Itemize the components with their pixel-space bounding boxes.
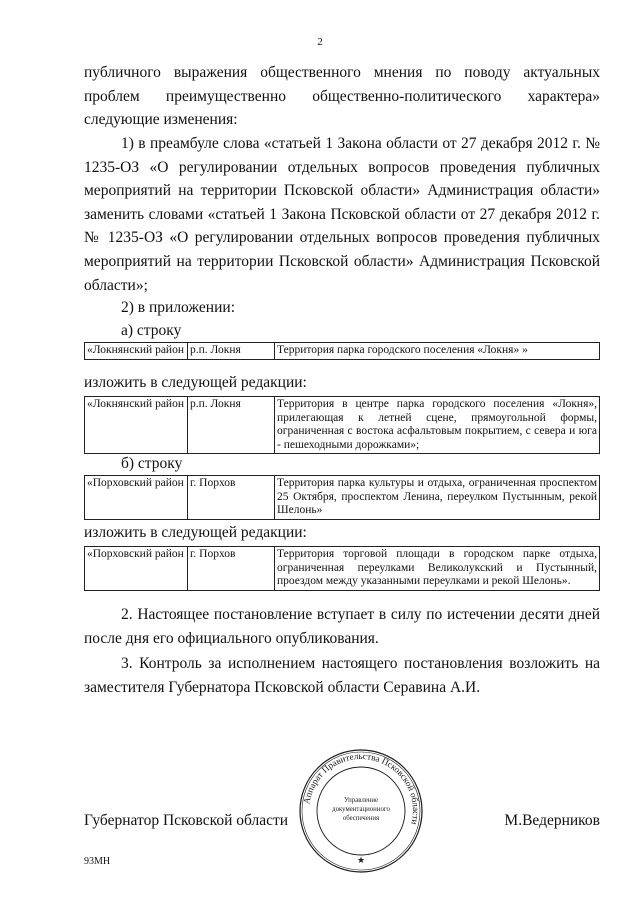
label-item-a <box>84 319 600 343</box>
label-text: изложить в следующей редакции: <box>84 524 307 541</box>
cell-settlement: р.п. Локня <box>188 397 275 454</box>
official-stamp <box>298 748 424 874</box>
cell-settlement: р.п. Локня <box>188 343 275 360</box>
paragraph-control <box>84 652 600 699</box>
cell-district: «Порховский район <box>85 476 188 520</box>
label-in-appendix <box>84 296 600 320</box>
signature-name: М.Ведерников <box>504 812 600 829</box>
table-row <box>85 343 600 360</box>
cell-settlement: г. Порхов <box>188 476 275 520</box>
table-old-row-porkhov <box>84 475 600 520</box>
table-new-row-loknya <box>84 396 600 454</box>
stamp-inner-line-1: Управление <box>343 797 379 804</box>
table-row <box>85 476 600 520</box>
stamp-star-icon: ★ <box>356 856 366 866</box>
table-row <box>85 547 600 591</box>
cell-district: «Порховский район <box>85 547 188 591</box>
cell-territory: Территория парка городского поселения «Локня» » <box>275 343 600 360</box>
label-item-b <box>84 452 600 476</box>
label-text: 2) в приложении: <box>121 299 235 316</box>
paragraph-preamble-change <box>84 132 600 297</box>
paragraph-text: 1) в преамбуле слова «статьей 1 Закона области от 27 декабря 2012 г. № 1235-ОЗ «О регулировании отдельных вопросов проведения публичных мероприятий на территории Псковской области» Администрация области» заменить словами «статьей 1 Закона Псковской области от 27 декабря 2012 г. № 1235-ОЗ «О регулировании отдельных вопросов проведения публичных мероприятий на территории Псковской области» Администрация Псковской области»; <box>84 135 600 294</box>
paragraph-text: публичного выражения общественного мнения по поводу актуальных проблем преимущественно общественно-политического характера» следующие изменения: <box>84 64 600 129</box>
cell-settlement: г. Порхов <box>188 547 275 591</box>
cell-district: «Локнянский район <box>85 343 188 360</box>
document-code: 93МН <box>84 856 111 867</box>
table-row <box>85 397 600 454</box>
cell-territory: Территория парка культуры и отдыха, ограниченная проспектом 25 Октября, проспектом Ленина, переулком Пустынным, рекой Шелонь» <box>275 476 600 520</box>
stamp-inner-line-2: документационного <box>332 806 390 813</box>
stamp-outer-text: Аппарат Правительства Псковской области <box>301 750 422 826</box>
cell-district: «Локнянский район <box>85 397 188 454</box>
stamp-inner-line-3: обеспечения <box>342 815 380 822</box>
label-text: б) строку <box>121 455 183 472</box>
cell-territory: Территория в центре парка городского поселения «Локня», прилегающая к летней сцене, прямоугольной формы, ограниченная с востока асфальтовым покрытием, с севера и юга - пешеходными дорожками»; <box>275 397 600 454</box>
label-new-edition-2 <box>84 521 600 545</box>
label-new-edition-1 <box>84 371 600 395</box>
table-old-row-loknya <box>84 342 600 360</box>
label-text: изложить в следующей редакции: <box>84 374 307 391</box>
label-text: а) строку <box>121 322 182 339</box>
paragraph-text: 2. Настоящее постановление вступает в силу по истечении десяти дней после дня его официального опубликования. <box>84 606 600 647</box>
paragraph-text: 3. Контроль за исполнением настоящего постановления возложить на заместителя Губернатора Псковской области Серавина А.И. <box>84 655 600 696</box>
signature-title: Губернатор Псковской области <box>84 812 289 829</box>
table-new-row-porkhov <box>84 546 600 591</box>
paragraph-intro-continuation <box>84 61 600 132</box>
cell-territory: Территория торговой площади в городском парке отдыха, ограниченная переулками Великолукский и Пустынный, проездом между указанными переулками и рекой Шелонь». <box>275 547 600 591</box>
paragraph-effective-date <box>84 603 600 650</box>
page-number: 2 <box>317 36 323 48</box>
